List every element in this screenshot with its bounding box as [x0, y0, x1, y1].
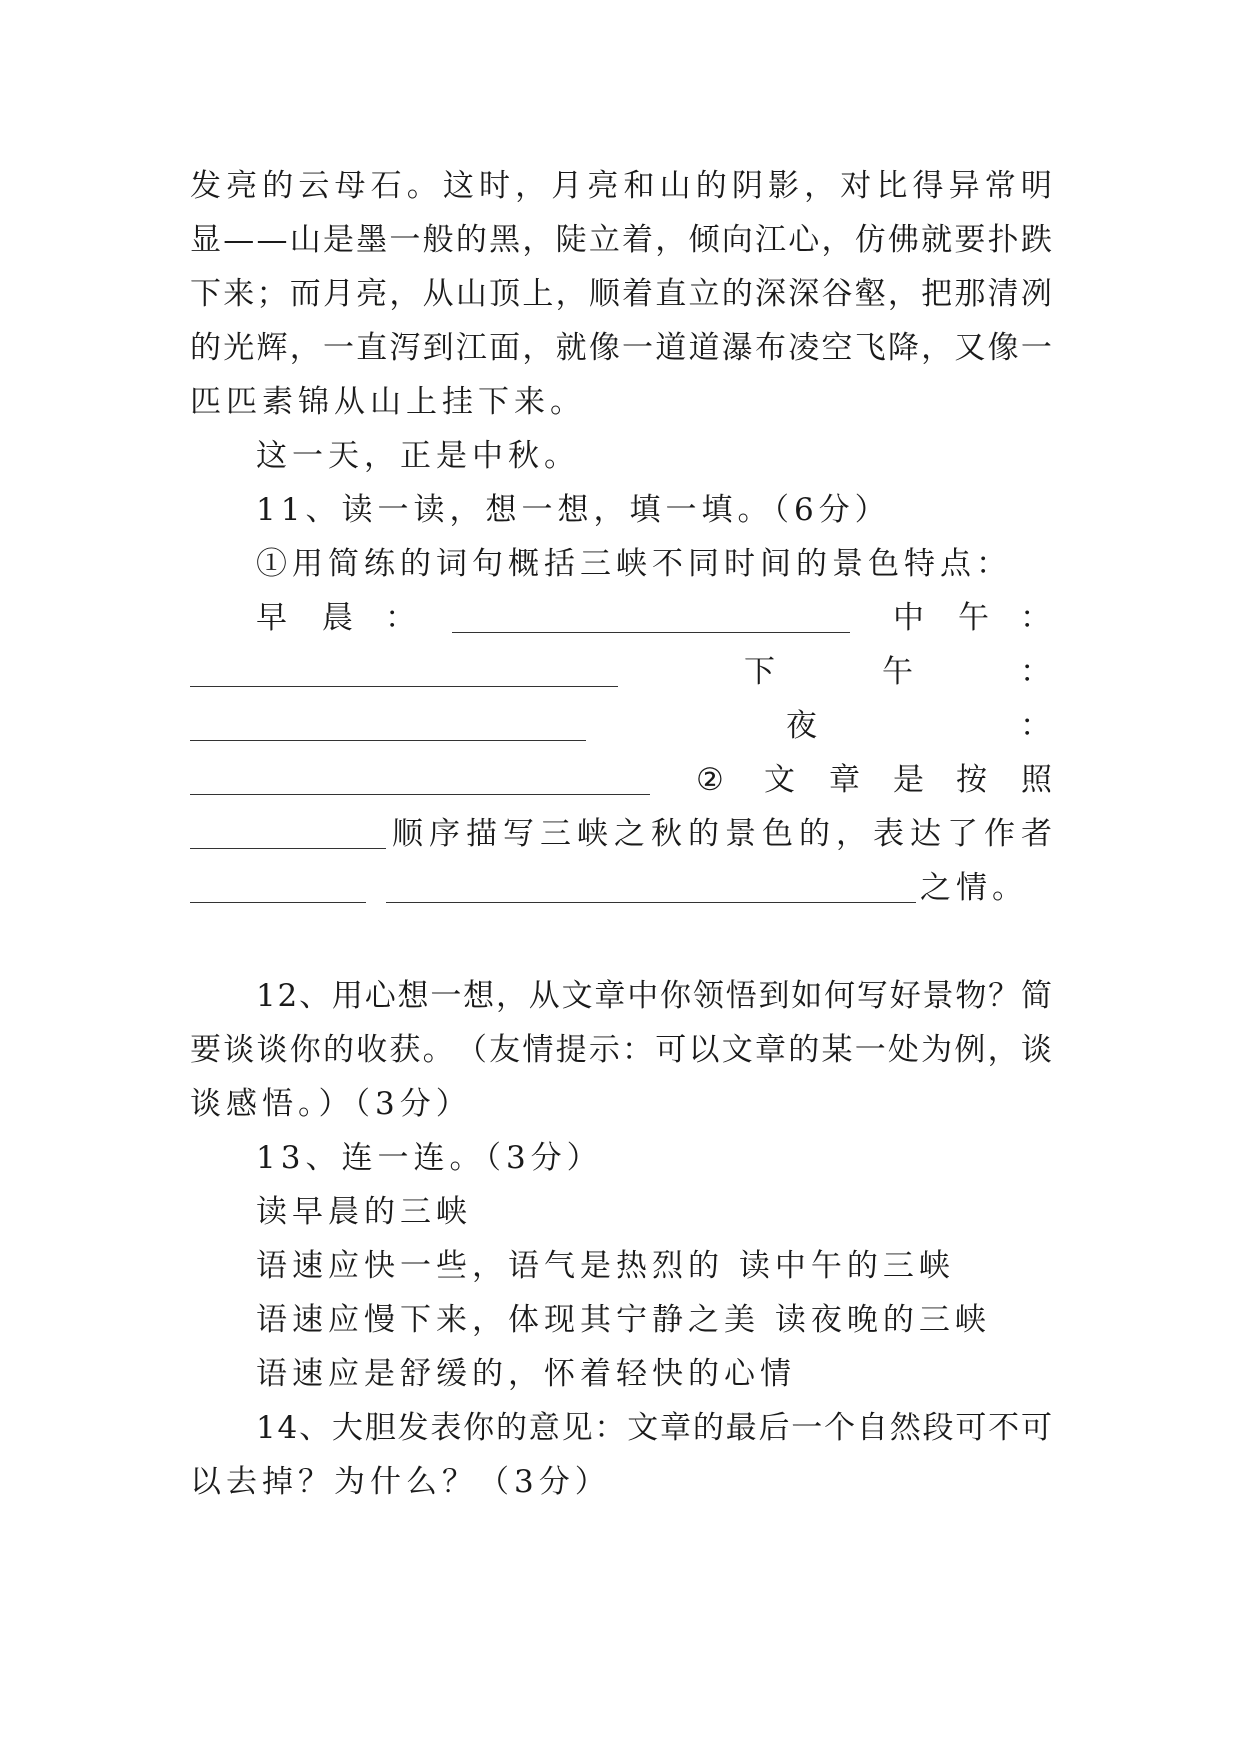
question-13-item: 语速应慢下来，体现其宁静之美 读夜晚的三峡: [256, 1302, 991, 1338]
morning-label-char: 晨: [322, 600, 353, 636]
question-14-line: 以去掉？为什么？（3分）: [190, 1464, 611, 1500]
question-12-line: 1 2 、 用 心 想 一 想 ， 从 文 章 中 你 领 悟 到 如 何 写 好 景 物 ？ 简: [256, 978, 1052, 1014]
part2-end-text: 之情。: [920, 870, 1028, 906]
noon-label-colon: ：: [1020, 600, 1051, 636]
morning-answer-blank[interactable]: [452, 632, 850, 633]
afternoon-label-colon: ：: [1020, 654, 1051, 690]
feeling-answer-blank-2[interactable]: [386, 902, 916, 903]
noon-answer-blank[interactable]: [190, 686, 618, 687]
part2-char: 按: [956, 762, 987, 798]
question-11-title: 11、读一读，想一想，填一填。（6分）: [256, 492, 891, 528]
paragraph-line: 这一天，正是中秋。: [256, 438, 580, 474]
morning-label-colon: ：: [385, 600, 416, 636]
paragraph-line: 下 来 ； 而 月 亮 ， 从 山 顶 上 ， 顺 着 直 立 的 深 深 谷 壑 ， 把 那 清 冽: [190, 276, 1052, 312]
paragraph-line: 发 亮 的 云 母 石 。 这 时 ， 月 亮 和 山 的 阴 影 ， 对 比 得 异 常 明: [190, 168, 1052, 204]
part2-char: 照: [1021, 762, 1052, 798]
afternoon-label-char: 午: [882, 654, 913, 690]
night-label-colon: ：: [1020, 708, 1051, 744]
question-14-line: 1 4 、 大 胆 发 表 你 的 意 见 ： 文 章 的 最 后 一 个 自 然 段 可 不 可: [256, 1410, 1052, 1446]
noon-label-char: 中: [893, 600, 924, 636]
afternoon-label-char: 下: [744, 654, 775, 690]
afternoon-answer-blank[interactable]: [190, 740, 586, 741]
part2-marker: ②: [696, 762, 724, 798]
feeling-answer-blank-1[interactable]: [190, 902, 366, 903]
part2-char: 文: [764, 762, 795, 798]
part2-char: 章: [829, 762, 860, 798]
paragraph-line: 的 光 辉 ， 一 直 泻 到 江 面 ， 就 像 一 道 道 瀑 布 凌 空 飞 降 ， 又 像 一: [190, 330, 1052, 366]
night-label-char: 夜: [786, 708, 817, 744]
order-answer-blank[interactable]: [190, 848, 386, 849]
paragraph-line: 显 — — 山 是 墨 一 般 的 黑 ， 陡 立 着 ， 倾 向 江 心 ， 仿 佛 就 要 扑 跌: [190, 222, 1052, 258]
question-13-item: 读早晨的三峡: [256, 1194, 472, 1230]
morning-label-char: 早: [256, 600, 287, 636]
paragraph-line: 匹匹素锦从山上挂下来。: [190, 384, 586, 420]
part2-middle-text: 顺 序 描 写 三 峡 之 秋 的 景 色 的 ， 表 达 了 作 者: [392, 816, 1052, 852]
question-12-line: 要 谈 谈 你 的 收 获 。 （ 友 情 提 示 ： 可 以 文 章 的 某 一 处 为 例 ， 谈: [190, 1032, 1052, 1068]
question-13-title: 13、连一连。（3分）: [256, 1140, 603, 1176]
part2-char: 是: [893, 762, 924, 798]
question-13-item: 语速应是舒缓的，怀着轻快的心情: [256, 1356, 796, 1392]
question-11-part1-prompt: ①用简练的词句概括三峡不同时间的景色特点：: [256, 546, 1012, 582]
question-12-line: 谈感悟。）（3分）: [190, 1086, 472, 1122]
night-answer-blank[interactable]: [190, 794, 650, 795]
question-13-item: 语速应快一些，语气是热烈的 读中午的三峡: [256, 1248, 955, 1284]
noon-label-char: 午: [958, 600, 989, 636]
